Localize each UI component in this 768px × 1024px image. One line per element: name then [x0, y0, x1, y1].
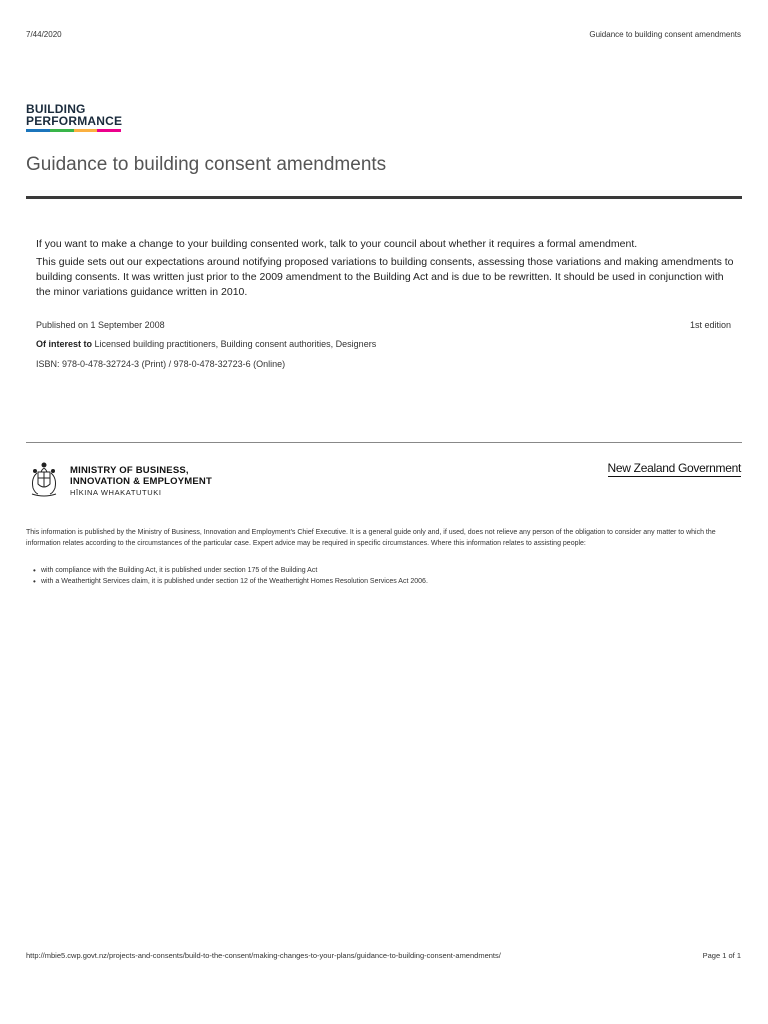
- intro-paragraph-2: This guide sets out our expectations around notifying proposed variations to building consents, assessing those variations and making amendments to building consents. It was written just prior to the 2009 amendment to the Building Act and is due to be rewritten. It should be used in conjunction with the minor variations guidance written in 2010.: [36, 256, 734, 298]
- building-performance-logo[interactable]: [26, 103, 122, 132]
- logo-bar-segment: [74, 129, 98, 132]
- print-date: 7/44/2020: [26, 30, 62, 39]
- logo-line-2: PERFORMANCE: [26, 114, 123, 128]
- title-divider: [26, 196, 742, 199]
- mbie-line-1: MINISTRY OF BUSINESS,: [70, 465, 189, 476]
- list-item: • with compliance with the Building Act, it is published under section 175 of the Building Act: [33, 565, 428, 576]
- section-divider: [26, 442, 742, 443]
- edition-label: 1st edition: [689, 320, 731, 330]
- isbn: ISBN: 978-0-478-32724-3 (Print) / 978-0-478-32723-6 (Online): [36, 359, 286, 369]
- interest-line: [36, 339, 376, 349]
- mbie-wordmark[interactable]: [70, 465, 212, 497]
- list-item: • with a Weathertight Services claim, it is published under section 12 of the Weathertight Homes Resolution Services Act 2006.: [33, 576, 428, 587]
- page-title: Guidance to building consent amendments: [26, 154, 387, 175]
- logo-bar-segment: [50, 129, 74, 132]
- nz-government-logo[interactable]: [608, 461, 741, 475]
- page-number: Page 1 of 1: [702, 951, 741, 960]
- mbie-maori-name: HĪKINA WHAKATUTUKI: [70, 488, 162, 497]
- disclaimer-text: This information is published by the Ministry of Business, Innovation and Employment's Chief Executive. It is a general guide only and, if used, does not relieve any person of the obligation to consider any matter to which the information relates according to the circumstances of the particular case. Expert advice may be required in specific circumstances. Where this information relates to assisting people:: [26, 529, 716, 547]
- logo-bar-segment: [26, 129, 50, 132]
- mbie-line-2: INNOVATION & EMPLOYMENT: [70, 476, 212, 487]
- published-date: Published on 1 September 2008: [36, 320, 165, 330]
- nz-government-text: New Zealand Government: [607, 461, 741, 475]
- intro-paragraph-1: If you want to make a change to your building consented work, talk to your council about whether it requires a formal amendment.: [36, 238, 638, 250]
- logo-color-bar: [26, 129, 121, 132]
- logo-line-1: BUILDING: [26, 102, 86, 116]
- print-doc-title: Guidance to building consent amendments: [589, 30, 741, 39]
- logo-bar-segment: [97, 129, 121, 132]
- interest-value: Licensed building practitioners, Building consent authorities, Designers: [94, 339, 377, 349]
- disclaimer-list: [33, 565, 428, 587]
- nz-coat-of-arms-icon: [26, 460, 62, 498]
- footer-url[interactable]: http://mbie5.cwp.govt.nz/projects-and-consents/build-to-the-consent/making-changes-to-your-plans/guidance-to-building-consent-amendments/: [26, 951, 501, 960]
- interest-label: Of interest to: [36, 339, 93, 349]
